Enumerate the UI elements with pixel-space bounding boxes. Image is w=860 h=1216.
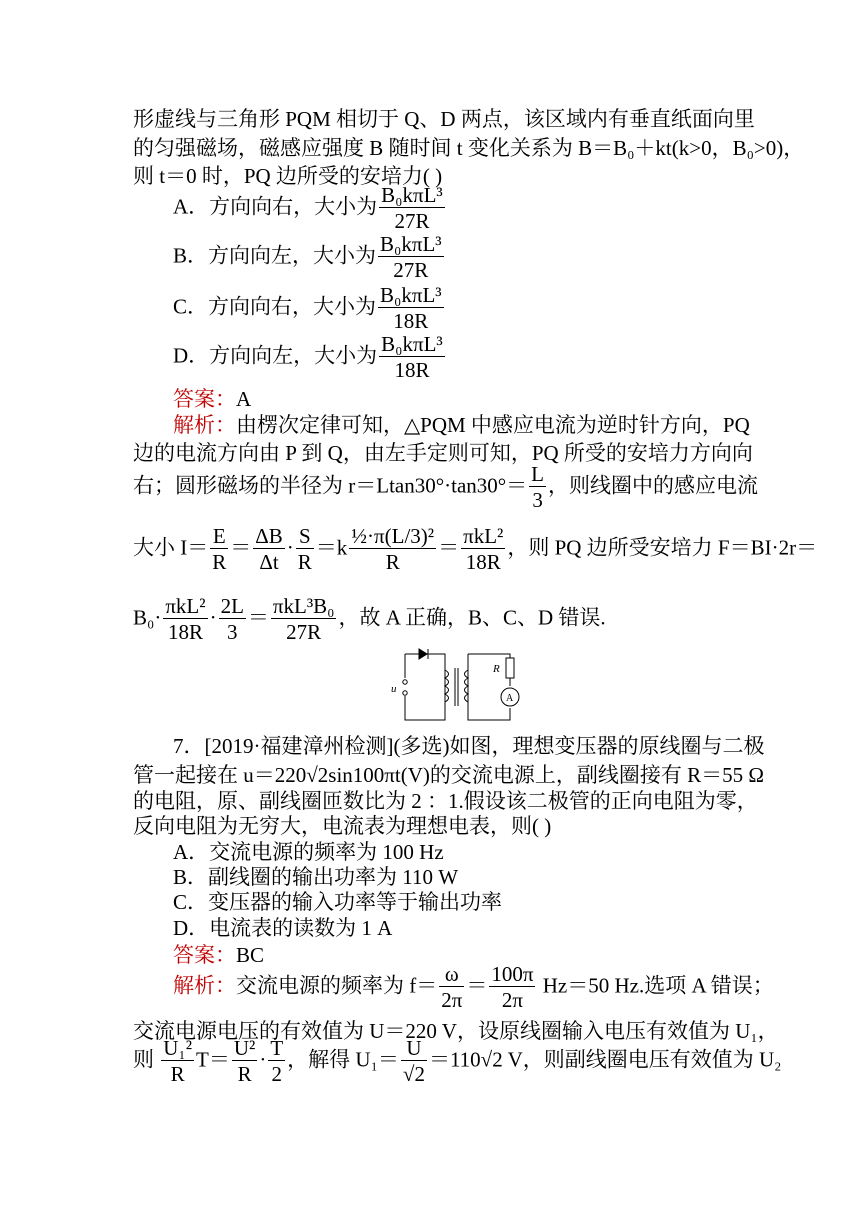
secondary-wire	[468, 654, 510, 720]
q7-analysis-line2: 交流电源电压的有效值为 U＝220 V，设原线圈输入电压有效值为 U₁，	[133, 1019, 779, 1043]
q6-analysis-line4: 大小 I＝ $\frac{E}{R}$ ＝ $\frac{\Delta B}{\Delta t}$ · $\frac{S}{R}$ ＝k $\frac{\text{½·π(L/3)²}}{R}$ ＝ $\frac{\text{πkL²}}{18R}$ ，则 PQ 边所受安培力 F＝BI·2r＝	[133, 524, 818, 574]
option-fraction: $\frac{\text{B₀kπL³}}{27R}$	[381, 183, 443, 233]
resistor-label: R	[493, 663, 500, 675]
q7-option-a: A．交流电源的频率为 100 Hz	[173, 840, 444, 864]
q6-option-d	[173, 332, 447, 383]
option-text: D．方向向左，大小为	[173, 343, 378, 368]
option-fraction: $\frac{\text{B₀kπL³}}{18R}$	[380, 283, 442, 333]
analysis-label: 解析：	[173, 973, 236, 998]
answer-value: BC	[236, 943, 265, 967]
diode-icon	[419, 649, 427, 659]
q6-stem-line2: 的匀强磁场，磁感应强度 B 随时间 t 变化关系为 B＝B₀＋kt(k>0，B₀>0)，	[133, 136, 805, 160]
option-text: A．方向向右，大小为	[173, 194, 378, 219]
primary-coil-icon	[445, 670, 449, 702]
ammeter-label: A	[506, 693, 514, 704]
q6-analysis-line1	[173, 409, 750, 439]
source-label: u	[391, 683, 397, 695]
option-text: C．方向向右，大小为	[173, 294, 377, 319]
source-terminal-top	[403, 680, 407, 684]
q7-option-b: B．副线圈的输出功率为 110 W	[173, 865, 459, 889]
q7-option-d: D．电流表的读数为 1 A	[173, 916, 393, 940]
q7-analysis-line3: 则 $\frac{\text{U₁²}}{R}$ T＝ $\frac{\text{U²}}{R}$ · $\frac{T}{2}$ ，解得 U₁＝ $\frac{U}{√2}$ ＝110√2 V，则副线圈电压有效值为 U₂	[133, 1036, 782, 1086]
secondary-coil-icon	[465, 670, 469, 702]
analysis-label: 解析：	[173, 413, 236, 437]
q6-analysis-line3: 右；圆形磁场的半径为 r＝Ltan30°·tan30°＝ $\frac{L}{3}$ ，则线圈中的感应电流	[133, 462, 758, 512]
q6-option-b	[173, 232, 446, 283]
q6-option-a	[173, 183, 447, 234]
q7-stem-line2: 管一起接在 u＝220√2sin100πt(V)的交流电源上，副线圈接有 R＝55 Ω	[133, 763, 764, 787]
q7-stem-line4: 反向电阻为无穷大，电流表为理想电表，则( )	[133, 814, 552, 838]
option-fraction: $\frac{\text{B₀kπL³}}{27R}$	[380, 232, 442, 282]
q7-analysis-line1: 解析：交流电源的频率为 f＝ $\frac{\omega}{2\pi}$ ＝ $\frac{100\pi}{2\pi}$ Hz＝50 Hz.选项 A 错误；	[173, 962, 774, 1012]
q6-stem-line3: 则 t＝0 时，PQ 边所受的安培力( )	[133, 164, 443, 188]
analysis-text: 由楞次定律可知，△PQM 中感应电流为逆时针方向，PQ	[236, 413, 750, 437]
option-fraction: $\frac{\text{B₀kπL³}}{18R}$	[381, 332, 443, 382]
q7-stem-line1: 7．[2019·福建漳州检测](多选)如图，理想变压器的原线圈与二极	[173, 734, 765, 758]
primary-wire	[405, 654, 445, 720]
q7-option-c: C．变压器的输入功率等于输出功率	[173, 890, 503, 914]
answer-label: 答案：	[173, 943, 236, 967]
option-text: B．方向向左，大小为	[173, 243, 377, 268]
source-terminal-bottom	[403, 691, 407, 695]
resistor-icon	[506, 658, 514, 678]
answer-label: 答案：	[173, 387, 236, 411]
transformer-circuit-diagram	[375, 648, 535, 724]
answer-value: A	[236, 387, 252, 411]
q6-stem-line1: 形虚线与三角形 PQM 相切于 Q、D 两点，该区域内有垂直纸面向里	[133, 107, 755, 131]
q6-option-c	[173, 283, 446, 334]
q7-stem-line3: 的电阻，原、副线圈匝数比为 2 ：1.假设该二极管的正向电阻为零，	[133, 789, 758, 813]
core-lines	[455, 668, 458, 706]
q6-analysis-line5: B₀· $\frac{\text{πkL²}}{18R}$ · $\frac{2L}{3}$ ＝ $\frac{\text{πkL³B₀}}{27R}$ ，故 A 正确，B、C、D 错误.	[133, 594, 606, 644]
q6-analysis-line2: 边的电流方向由 P 到 Q，由左手定则可知，PQ 所受的安培力方向向	[133, 441, 753, 465]
